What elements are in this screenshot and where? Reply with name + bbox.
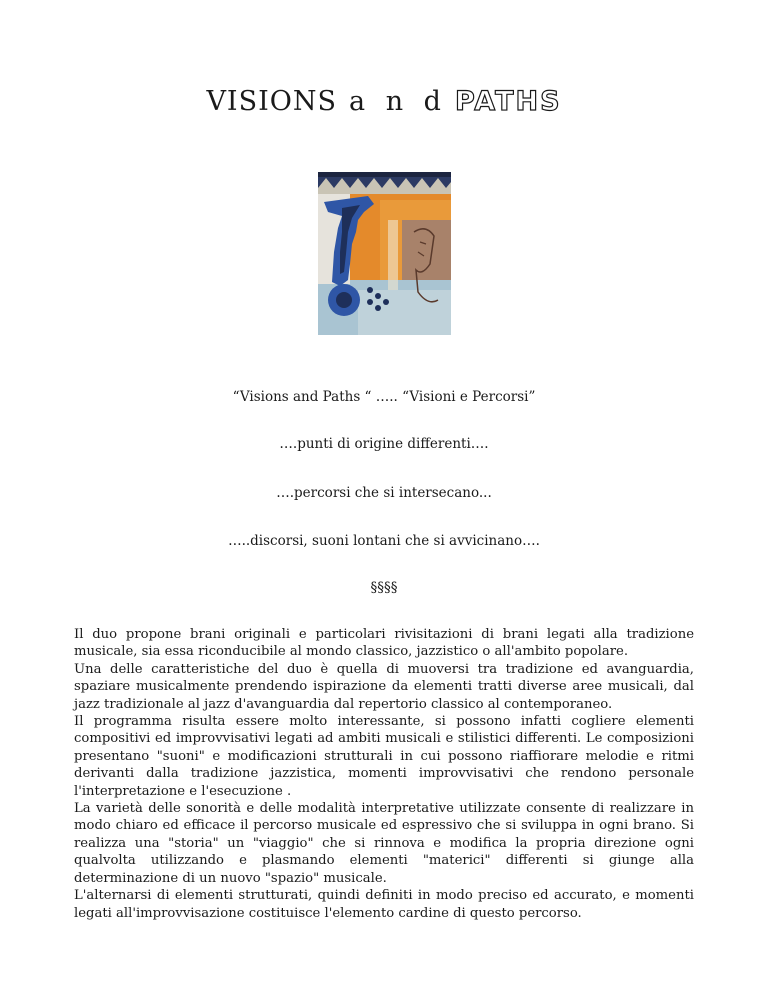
body-paragraph: La varietà delle sonorità e delle modalità interpretative utilizzate consente di realizzare in modo chiaro ed efficace il percorso musicale ed espressivo che si sviluppa in ogni brano. Si realizza una "storia" un "viaggio" che si rinnova e modifica la propria direzione ogni qualvolta utilizzando e plasmando elementi "materici" differenti si giunge alla determinazione di un nuovo "spazio" musicale. [74,801,694,886]
body-text [74,626,694,922]
body-paragraph: Una delle caratteristiche del duo è quella di muoversi tra tradizione ed avanguardia, spaziare musicalmente prendendo ispirazione da elementi tratti diverse aree musicali, dal jazz tradizionale al jazz d'avanguardia dal repertorio classico al contemporaneo. [74,661,694,712]
tagline-2: ….percorsi che si intersecano... [276,485,492,501]
body-paragraph: L'alternarsi di elementi strutturati, quindi definiti in modo preciso ed accurato, e momenti legati all'improvvisazione costituisce l'elemento cardine di questo percorso. [74,888,694,921]
body-paragraph: Il programma risulta essere molto interessante, si possono infatti cogliere elementi compositivi ed improvvisativi legati ad ambiti musicali e stilistici differenti. Le composizioni presentano "suoni" e modificazioni strutturali in cui possono riaffiorare melodie e ritmi derivanti dalla tradizione jazzistica, momenti improvvisativi che rendono personale l'interpretazione e l'esecuzione . [74,714,694,799]
abstract-painting-image [318,172,451,335]
title-visions: VISIONS [206,86,338,117]
title-paths: PATHS [454,86,562,117]
subtitle: “Visions and Paths “ ….. “Visioni e Percorsi” [232,389,536,405]
body-paragraph: Il duo propone brani originali e particolari rivisitazioni di brani legati alla tradizione musicale, sia essa riconducibile al mondo classico, jazzistico o all'ambito popolare. [74,627,694,660]
tagline-3: …..discorsi, suoni lontani che si avvicinano…. [228,533,540,549]
document-title [0,86,768,117]
title-and: a n d [349,86,447,117]
section-separator: §§§§ [370,580,398,596]
tagline-1: ….punti di origine differenti…. [279,436,489,452]
